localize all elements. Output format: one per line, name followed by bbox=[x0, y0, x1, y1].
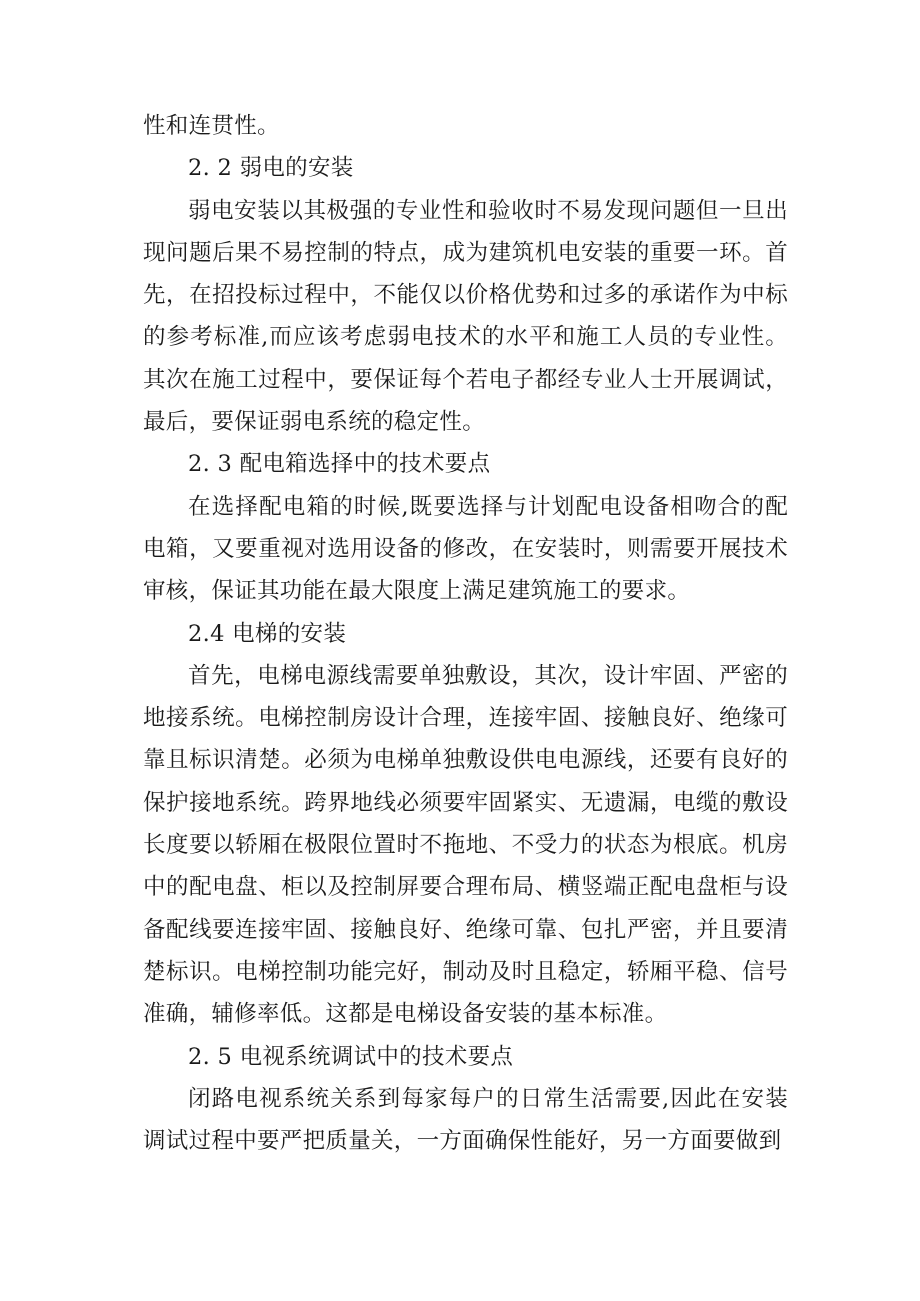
paragraph-continuation: 性和连贯性。 bbox=[143, 113, 280, 139]
paragraph-distribution-box: 在选择配电箱的时候,既要选择与计划配电设备相吻合的配电箱，又要重视对选用设备的修改，在安装时，则需要开展技术审核，保证其功能在最大限度上满足建筑施工的要求。 bbox=[143, 493, 788, 605]
paragraph-elevator: 首先，电梯电源线需要单独敷设，其次，设计牢固、严密的地接系统。电梯控制房设计合理，连接牢固、接触良好、绝缘可靠且标识清楚。必须为电梯单独敷设供电电源线，还要有良好的保护接地系统。跨界地线必须要牢固紧实、无遗漏，电缆的敷设长度要以轿厢在极限位置时不拖地、不受力的状态为根底。机房中的配电盘、柜以及控制屏要合理布局、横竖端正配电盘柜与设备配线要连接牢固、接触良好、绝缘可靠、包扎严密，并且要清楚标识。电梯控制功能完好，制动及时且稳定，轿厢平稳、信号准确，辅修率低。这都是电梯设备安装的基本标准。 bbox=[143, 662, 788, 1028]
paragraph-tv-system: 闭路电视系统关系到每家每户的日常生活需要,因此在安装调试过程中要严把质量关，一方面确保性能好，另一方面要做到 bbox=[143, 1085, 788, 1155]
paragraph-weak-current: 弱电安装以其极强的专业性和验收时不易发现问题但一旦出现问题后果不易控制的特点，成为建筑机电安装的重要一环。首先，在招投标过程中，不能仅以价格优势和过多的承诺作为中标的参考标准,而应该考虑弱电技术的水平和施工人员的专业性。其次在施工过程中，要保证每个若电子都经专业人士开展调试，最后，要保证弱电系统的稳定性。 bbox=[143, 197, 788, 436]
section-heading-2-3: 2. 3 配电箱选择中的技术要点 bbox=[188, 451, 491, 478]
section-heading-2-5: 2. 5 电视系统调试中的技术要点 bbox=[188, 1043, 514, 1070]
section-heading-2-4: 2.4 电梯的安装 bbox=[188, 620, 347, 647]
section-heading-2-2: 2. 2 弱电的安装 bbox=[188, 155, 354, 182]
document-body bbox=[143, 105, 788, 1162]
